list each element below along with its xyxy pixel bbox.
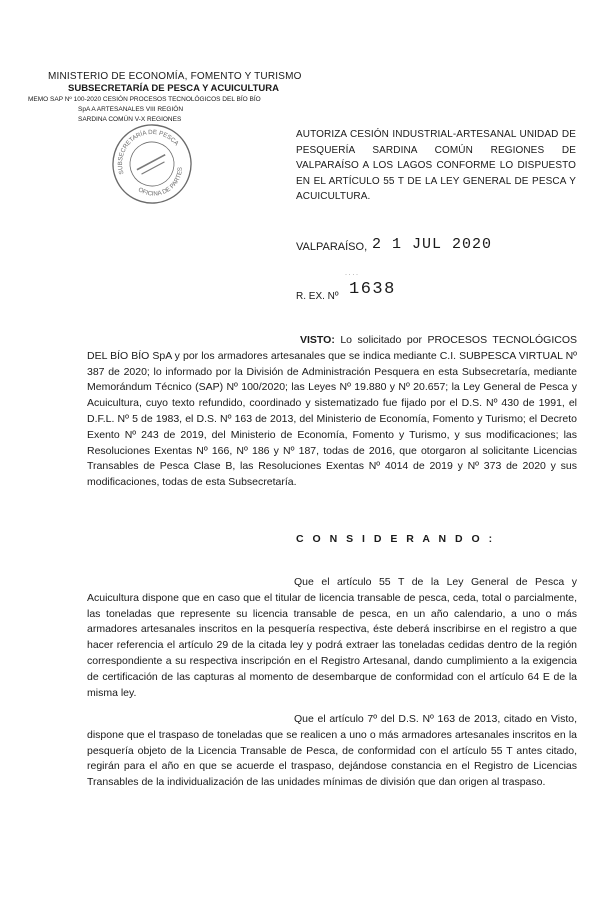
rex-mark: · · · · [345,272,358,278]
svg-text:OFICINA DE PARTES [135,164,191,206]
letterhead [28,70,302,125]
considerando-paragraph-1: Que el artículo 55 T de la Ley General de Pesca y Acuicultura dispone que en caso que el titular de licencia transable de pesca, ceda, total o parcialmente, las toneladas que represente su licencia transable de pesca, en un año calendario, a uno o más armadores artesanales inscritos en la pesquería respectiva, éste deberá inscribirse en el registro a que hacer referencia el artículo 29 de la citada ley y podrá extraer las toneladas cedidas dentro de la región correspondiente a su respectiva inscripción en el Registro Artesanal, dando cumplimiento a la exigencia de certificación de las capturas al momento de desembarque de conformidad con el artículo 64 E de la misma ley. [87,576,577,699]
stamp-text-bottom: OFICINA DE PARTES [136,166,184,198]
resolution-title: AUTORIZA CESIÓN INDUSTRIAL-ARTESANAL UNIDAD DE PESQUERÍA SARDINA COMÚN REGIONES DE VALPARAÍSO A LOS LAGOS CONFORME LO DISPUESTO EN EL ARTÍCULO 55 T DE LA LEY GENERAL DE PESCA Y ACUICULTURA. [296,129,576,202]
rex-number: 1638 [349,280,396,299]
memo-line-2: SpA A ARTESANALES VIII REGIÓN [78,106,184,113]
stamp-text-top: SUBSECRETARÍA DE PESCA [116,128,180,176]
memo-reference: MEMO SAP Nº 100-2020 CESIÓN PROCESOS TECNOLÓGICOS DEL BÍO BÍO [28,96,261,103]
place-label: VALPARAÍSO, [296,241,368,253]
considerando-heading: C O N S I D E R A N D O : [296,533,496,545]
office-stamp-icon [110,122,194,206]
visto-paragraph [87,333,577,491]
subsecretaria-name: SUBSECRETARÍA DE PESCA Y ACUICULTURA [68,83,279,94]
visto-label: VISTO: [300,334,335,346]
memo-line-3: SARDINA COMÚN V-X REGIONES [78,116,182,123]
rex-label: R. EX. Nº [296,291,339,302]
considerando-paragraph-2: Que el artículo 7º del D.S. Nº 163 de 2013, citado en Visto, dispone que el traspaso de toneladas que se realicen a uno o más armadores artesanales inscritos en la pesquería objeto de la Licencia Transable de Pesca, de conformidad con el artículo 55 T antes citado, regirán para el año en que se acuerde el traspaso, dejándose constancia en el Registro de Licencias Transables de la individualización de las unidades mínimas de división que dan origen al traspaso. [87,713,577,789]
ministry-name: MINISTERIO DE ECONOMÍA, FOMENTO Y TURISMO [48,71,302,82]
resolution-date: 2 1 JUL 2020 [372,236,493,253]
visto-text: Lo solicitado por PROCESOS TECNOLÓGICOS DEL BÍO BÍO SpA y por los armadores artesanales que se indica mediante C.I. SUBPESCA VIRTUAL Nº 387 de 2020; lo informado por la División de Administración Pesquera en esta Subsecretaría, mediante Memorándum Técnico (SAP) Nº 100/2020; las Leyes Nº 19.880 y Nº 20.657; la Ley General de Pesca y Acuicultura, cuyo texto refundido, coordinado y sistematizado fue fijado por el D.S. Nº 430 de 1991, el D.F.L. Nº 5 de 1983, el D.S. Nº 163 de 2013, del Ministerio de Economía, Fomento y Turismo; el Decreto Exento Nº 243 de 2019, del Ministerio de Economía, Fomento y Turismo, y sus modificaciones; las Resoluciones Exentas Nº 166, Nº 186 y Nº 187, todas de 2016, que otorgaron al solicitante Licencias Transables de Pesca Clase B, las Resoluciones Exentas Nº 4014 de 2019 y Nº 373 de 2020 y sus modificaciones, todas de esta Subsecretaría. [87,334,577,489]
